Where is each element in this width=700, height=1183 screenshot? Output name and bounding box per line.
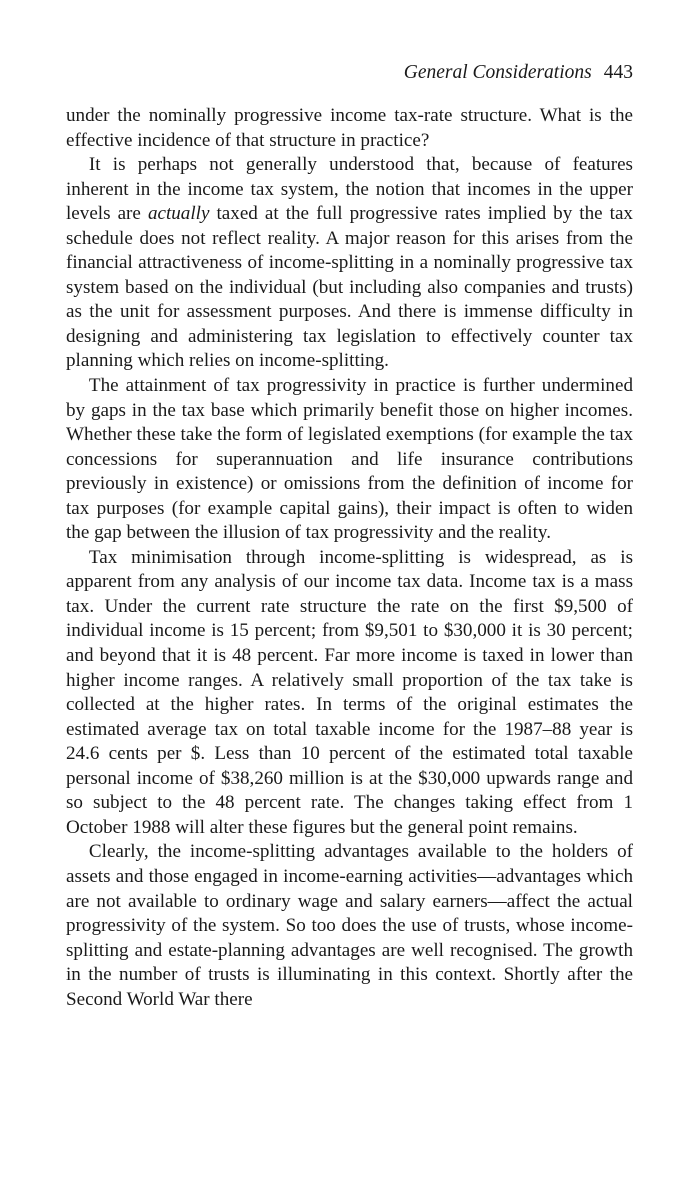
paragraph-4-text: Tax minimisation through income-splitting is widespread, as is apparent from any analysis of our income tax data. Income tax is a mass tax. Under the current rate structure the rate on the first $9,500 of individual income is 15 percent; from $9,501 to $30,000 it is 30 percent; and beyond that it is 48 percent. Far more income is taxed in lower than higher income ranges. A relatively small proportion of the tax take is collected at the higher rates. In terms of the original estimates the estimated average tax on total taxable income for the 1987–88 year is 24.6 cents per $. Less than 10 percent of the estimated total taxable personal income of $38,260 million is at the $30,000 upwards range and so subject to the 48 percent rate. The changes taking effect from 1 October 1988 will alter these figures but the general point remains. [66,546,633,838]
paragraph-2-text-before: It is perhaps not generally understood that, because of features inherent in the income tax system, the notion that incomes in the upper levels are [66,154,633,225]
running-title: General Considerations [403,62,592,83]
paragraph-5 [66,840,633,1012]
paragraph-1-text: under the nominally progressive income tax-rate structure. What is the effective incidence of that structure in practice? [66,105,633,151]
body-text [66,104,633,1012]
paragraph-5-text: Clearly, the income-splitting advantages available to the holders of assets and those engaged in income-earning activities—advantages which are not available to ordinary wage and salary earners—affect the actual progressivity of the system. So too does the use of trusts, whose income-splitting and estate-planning advantages are well recognised. The growth in the number of trusts is illuminating in this context. Shortly after the Second World War there [66,841,633,1010]
paragraph-2 [66,153,633,374]
paragraph-2-text-after: taxed at the full progressive rates implied by the tax schedule does not reflect reality. A major reason for this arises from the financial attractiveness of income-splitting in a nominally progressive tax system based on the individual (but including also companies and trusts) as the unit for assessment purposes. And there is immense difficulty in designing and administering tax legislation to effectively counter tax planning which relies on income-splitting. [66,203,633,372]
running-head [404,58,633,88]
page-number: 443 [603,62,633,83]
paragraph-4 [66,546,633,841]
paragraph-3-text: The attainment of tax progressivity in practice is further undermined by gaps in the tax base which primarily benefit those on higher incomes. Whether these take the form of legislated exemptions (for example the tax concessions for superannuation and life insurance contributions previously in existence) or omissions from the definition of income for tax purposes (for example capital gains), their impact is often to widen the gap between the illusion of tax progressivity and the reality. [66,375,633,544]
paragraph-2-emphasis: actually [147,203,210,225]
paragraph-1 [66,104,633,153]
paragraph-3 [66,374,633,546]
